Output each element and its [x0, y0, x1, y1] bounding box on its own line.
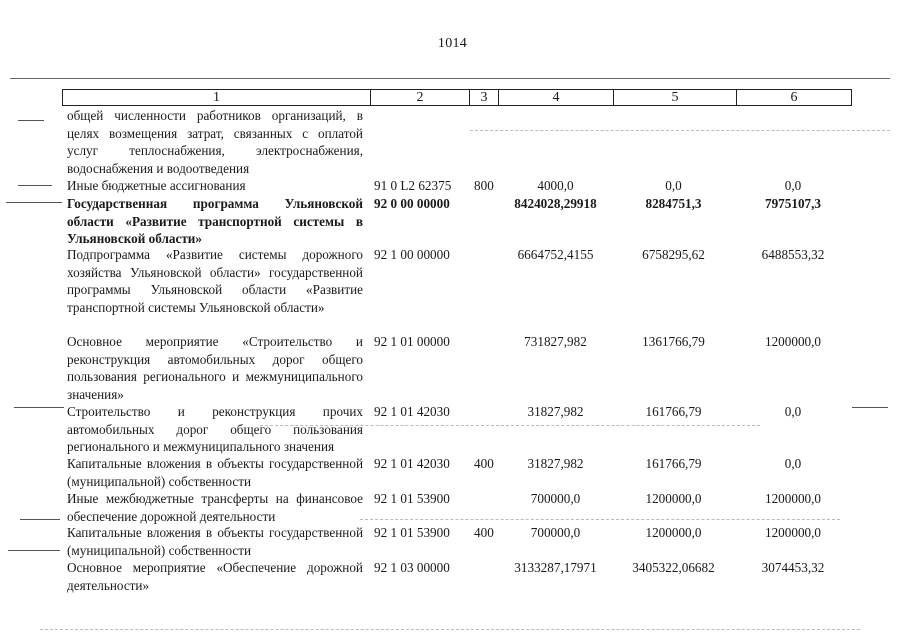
margin-mark	[6, 202, 62, 203]
row-expense-type: 400	[474, 456, 494, 471]
column-header-3: 3	[469, 90, 498, 105]
row-name: Основное мероприятие «Обеспечение дорожной деятельности»	[67, 560, 363, 593]
row-name: Капитальные вложения в объекты государственной (муниципальной) собственности	[67, 525, 363, 558]
row-name: Иные бюджетные ассигнования	[67, 178, 246, 193]
row-value-6: 6488553,32	[761, 247, 825, 262]
row-value-5: 3405322,06682	[632, 560, 715, 575]
row-value-5: 6758295,62	[642, 247, 705, 262]
row-code: 92 0 00 00000	[374, 196, 450, 211]
row-name: общей численности работников организаций, в целях возмещения затрат, связанных с оплатой услуг теплоснабжения, электроснабжения, водоснабжения и водоотведения	[67, 108, 363, 176]
row-name: Строительство и реконструкция прочих автомобильных дорог общего пользования регионального и межмуниципального значения	[67, 404, 363, 455]
page-number: 1014	[437, 36, 468, 51]
table-header	[62, 89, 852, 106]
scan-artifact-line	[360, 519, 840, 520]
row-value-5: 8284751,3	[645, 196, 702, 211]
row-code: 92 1 01 53900	[374, 491, 450, 506]
column-header-1: 1	[213, 90, 220, 105]
margin-mark	[18, 120, 44, 121]
row-value-4: 31827,982	[527, 456, 584, 471]
row-name: Иные межбюджетные трансферты на финансовое обеспечение дорожной деятельности	[67, 491, 363, 524]
row-value-4: 3133287,17971	[514, 560, 597, 575]
row-value-6: 0,0	[784, 456, 802, 471]
row-code: 91 0 L2 62375	[374, 178, 452, 193]
scan-artifact-line	[40, 629, 860, 630]
row-name: Капитальные вложения в объекты государственной (муниципальной) собственности	[67, 456, 363, 489]
row-name: Основное мероприятие «Строительство и реконструкция автомобильных дорог общего пользования регионального и межмуниципального значения»	[67, 334, 363, 402]
row-expense-type: 400	[474, 525, 494, 540]
row-value-6: 0,0	[784, 404, 802, 419]
row-expense-type: 800	[474, 178, 494, 193]
column-header-2: 2	[370, 90, 469, 105]
row-code: 92 1 00 00000	[374, 247, 450, 262]
row-value-6: 1200000,0	[764, 491, 822, 506]
column-header-4: 4	[498, 90, 613, 105]
row-value-6: 0,0	[784, 178, 802, 193]
margin-mark	[20, 519, 60, 520]
row-value-4: 6664752,4155	[517, 247, 594, 262]
row-code: 92 1 01 53900	[374, 525, 450, 540]
row-value-4: 731827,982	[524, 334, 587, 349]
row-value-6: 1200000,0	[764, 334, 822, 349]
column-header-6: 6	[736, 90, 851, 105]
row-value-6: 1200000,0	[764, 525, 822, 540]
row-value-4: 31827,982	[527, 404, 584, 419]
top-rule	[10, 78, 890, 79]
row-value-5: 161766,79	[645, 404, 702, 419]
row-value-4: 700000,0	[530, 525, 581, 540]
row-value-4: 4000,0	[537, 178, 574, 193]
margin-mark	[18, 185, 52, 186]
margin-mark	[852, 407, 888, 408]
margin-mark	[8, 550, 60, 551]
row-code: 92 1 01 42030	[374, 404, 450, 419]
row-value-4: 700000,0	[530, 491, 581, 506]
row-value-5: 1200000,0	[645, 491, 702, 506]
scan-artifact-line	[260, 425, 760, 426]
row-code: 92 1 01 00000	[374, 334, 450, 349]
row-code: 92 1 01 42030	[374, 456, 450, 471]
row-value-6: 3074453,32	[761, 560, 825, 575]
row-code: 92 1 03 00000	[374, 560, 450, 575]
row-name: Государственная программа Ульяновской области «Развитие транспортной системы в Ульяновской области»	[67, 196, 363, 247]
margin-mark	[14, 407, 64, 408]
scan-artifact-line	[470, 130, 890, 131]
row-value-5: 161766,79	[645, 456, 702, 471]
row-value-5: 0,0	[665, 178, 682, 193]
row-value-4: 8424028,29918	[514, 196, 597, 211]
row-value-5: 1200000,0	[645, 525, 702, 540]
column-header-5: 5	[613, 90, 736, 105]
row-name: Подпрограмма «Развитие системы дорожного хозяйства Ульяновской области» государственной программы Ульяновской области «Развитие транспортной системы Ульяновской области»	[67, 247, 363, 315]
row-value-5: 1361766,79	[642, 334, 705, 349]
row-value-6: 7975107,3	[764, 196, 822, 211]
